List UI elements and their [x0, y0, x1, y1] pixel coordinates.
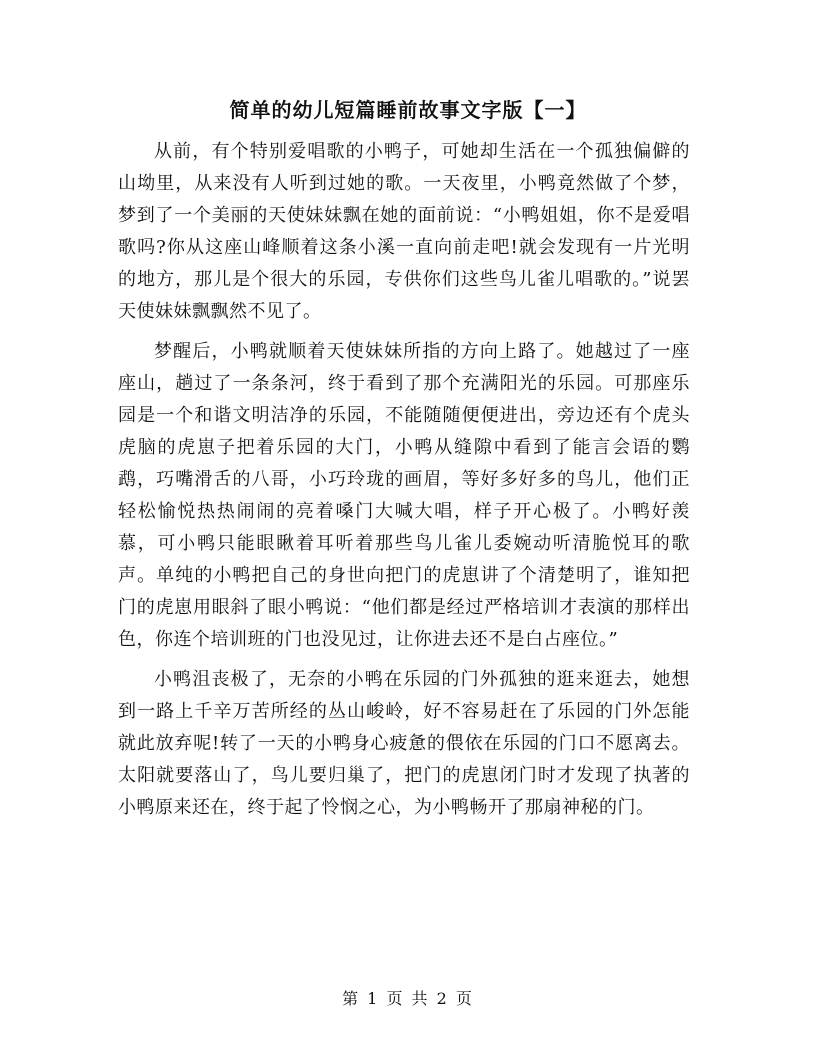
- paragraph-3: 小鸭沮丧极了，无奈的小鸭在乐园的门外孤独的逛来逛去，她想到一路上千辛万苦所经的丛山峻岭，好不容易赶在了乐园的门外怎能就此放弃呢!转了一天的小鸭身心疲惫的偎依在乐园的门口不愿离去。太阳就要落山了，鸟儿要归巢了，把门的虎崽闭门时才发现了执著的小鸭原来还在，终于起了怜悯之心，为小鸭畅开了那扇神秘的门。: [118, 669, 690, 818]
- paragraph-1: 从前，有个特别爱唱歌的小鸭子，可她却生活在一个孤独偏僻的山坳里，从来没有人听到过她的歌。一天夜里，小鸭竟然做了个梦，梦到了一个美丽的天使妹妹飘在她的面前说：“小鸭姐姐，你不是爱唱歌吗?你从这座山峰顺着这条小溪一直向前走吧!就会发现有一片光明的地方，那儿是个很大的乐园，专供你们这些鸟儿雀儿唱歌的。”说罢天使妹妹飘飘然不见了。: [118, 141, 690, 322]
- document-title: 简单的幼儿短篇睡前故事文字版【一】: [229, 98, 587, 122]
- page-footer: 第 1 页 共 2 页: [342, 989, 474, 1008]
- document-body: [118, 136, 690, 824]
- paragraph-2: 梦醒后，小鸭就顺着天使妹妹所指的方向上路了。她越过了一座座山，趟过了一条条河，终于看到了那个充满阳光的乐园。可那座乐园是一个和谐文明洁净的乐园，不能随随便便进出，旁边还有个虎头虎脑的虎崽子把着乐园的大门，小鸭从缝隙中看到了能言会语的鹦鹉，巧嘴滑舌的八哥，小巧玲珑的画眉，等好多好多的鸟儿，他们正轻松愉悦热热闹闹的亮着嗓门大喊大唱，样子开心极了。小鸭好羡慕，可小鸭只能眼瞅着耳听着那些鸟儿雀儿委婉动听清脆悦耳的歌声。单纯的小鸭把自己的身世向把门的虎崽讲了个清楚明了，谁知把门的虎崽用眼斜了眼小鸭说：“他们都是经过严格培训才表演的那样出色，你连个培训班的门也没见过，让你进去还不是白占座位。”: [118, 341, 690, 650]
